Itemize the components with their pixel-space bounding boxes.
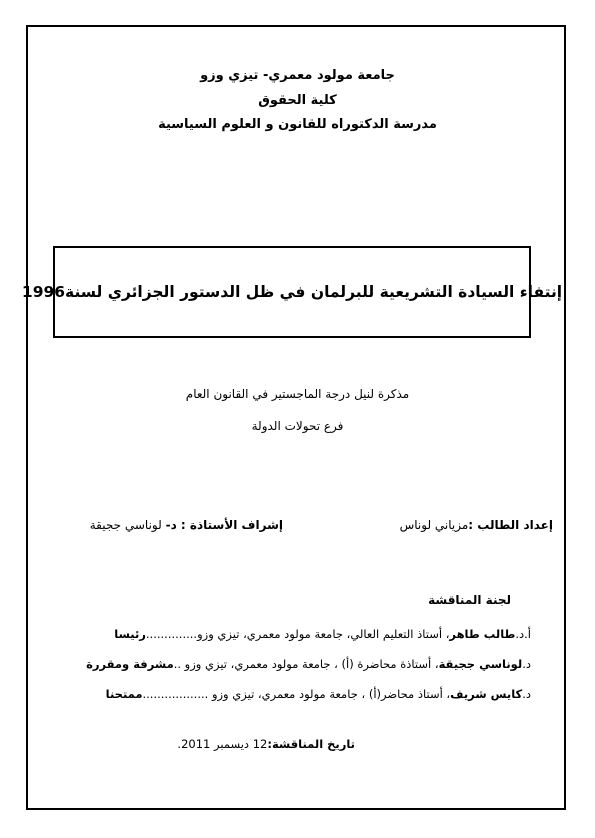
member-role: مشرفة ومقررة bbox=[86, 657, 174, 671]
university-name: جامعة مولود معمري- تيزي وزو bbox=[200, 68, 395, 83]
doctoral-school-name: مدرسة الدكتوراه للقانون و العلوم السياسية bbox=[158, 117, 437, 132]
member-details: ، أستاذة محاضرة (أ) ، جامعة مولود معمري، تيزي وزو .. bbox=[173, 657, 439, 671]
faculty-name: كلية الحقوق bbox=[258, 93, 337, 108]
member-details: ، أستاذ محاضر(أ) ، جامعة مولود معمري، تيزي وزو .................. bbox=[142, 687, 451, 701]
member-role: ممتحنا bbox=[105, 687, 143, 701]
degree-statement: مذكرة لنيل درجة الماجستير في القانون العام bbox=[185, 387, 410, 401]
member-prefix: د. bbox=[522, 657, 531, 671]
branch-statement: فرع تحولات الدولة bbox=[251, 419, 344, 433]
member-details: ، أستاذ التعليم العالي، جامعة مولود معمري، تيزي وزو.............. bbox=[145, 627, 450, 641]
member-prefix: د. bbox=[522, 687, 531, 701]
supervisor-line bbox=[90, 518, 283, 532]
thesis-title-box bbox=[21, 246, 563, 338]
member-name: لوناسي ججيقة bbox=[438, 657, 523, 671]
member-name: طالب طاهر bbox=[449, 627, 516, 641]
defense-date-label: تاريخ المناقشة: bbox=[267, 737, 355, 751]
thesis-title: إنتفاء السيادة التشريعية للبرلمان في ظل الدستور الجزائري لسنة1996 bbox=[21, 283, 563, 301]
supervisor-name: لوناسي ججيقة bbox=[89, 518, 162, 532]
student-line bbox=[400, 518, 553, 532]
member-role: رئيسا bbox=[114, 627, 146, 641]
committee-member bbox=[114, 627, 531, 641]
committee-member bbox=[106, 687, 531, 701]
committee-heading: لجنة المناقشة bbox=[428, 593, 511, 607]
defense-date-line bbox=[177, 737, 355, 751]
committee-member bbox=[86, 657, 531, 671]
member-name: كايس شريف bbox=[450, 687, 523, 701]
student-name: مزياني لوناس bbox=[399, 518, 469, 532]
defense-date: 12 ديسمبر 2011. bbox=[177, 737, 268, 751]
supervisor-label: إشراف الأستاذة : د- bbox=[165, 518, 283, 532]
student-label: إعداد الطالب : bbox=[468, 518, 553, 532]
member-prefix: أ.د. bbox=[515, 627, 531, 641]
